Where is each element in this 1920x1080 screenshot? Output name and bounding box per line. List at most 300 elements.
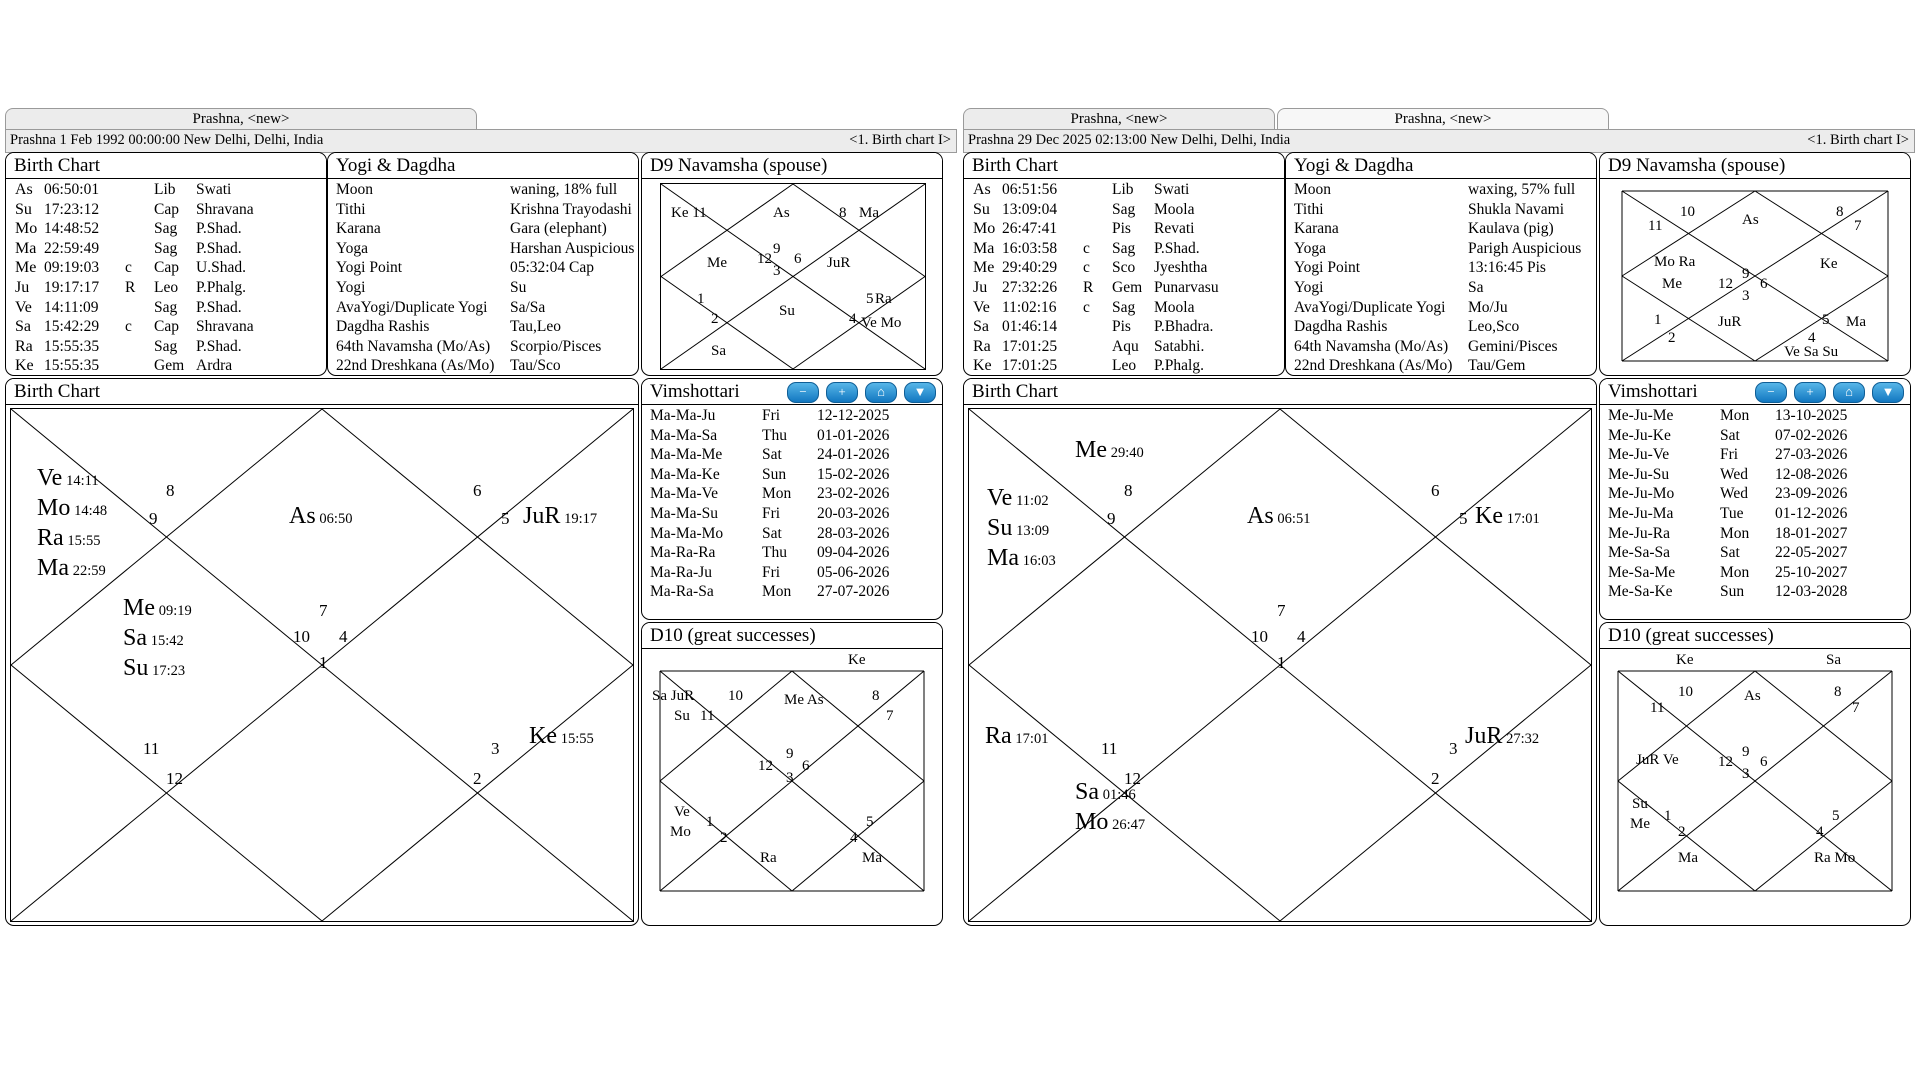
planet-degree: 14:11:09: [44, 298, 99, 316]
d10-title-right: D10 (great successes): [1600, 623, 1910, 649]
d10-house: 12: [1718, 754, 1733, 770]
table-row[interactable]: [642, 407, 942, 427]
planet-degree: 19:17:17: [44, 278, 100, 296]
table-row[interactable]: [964, 220, 1284, 240]
dasha-period: Ma-Ma-Ke: [650, 465, 720, 483]
planet-in-chart: Sa 01:46: [1075, 779, 1136, 805]
d9-house: 7: [1854, 218, 1862, 234]
yogi-label: Yogi: [336, 278, 366, 296]
down-button[interactable]: ▼: [904, 382, 936, 403]
planet-name: Sa: [15, 318, 31, 336]
d9-house: 4: [849, 311, 857, 327]
d10-house: 9: [1742, 744, 1750, 760]
house-number: 4: [1297, 627, 1306, 646]
planet-degree: 22:59:49: [44, 239, 100, 257]
table-row[interactable]: [1600, 525, 1910, 545]
list-item: [328, 357, 638, 377]
table-row[interactable]: [6, 357, 326, 377]
dasha-period: Ma-Ma-Ve: [650, 485, 719, 503]
table-row[interactable]: [964, 259, 1284, 279]
table-row[interactable]: [1600, 485, 1910, 505]
yogi-value: Scorpio/Pisces: [510, 337, 602, 355]
planet-retro: R: [125, 278, 136, 296]
planet-name: Ma: [15, 239, 37, 257]
planet-retro: c: [125, 318, 132, 336]
planet-name: Ke: [973, 357, 992, 375]
planet-in-chart: Mo 26:47: [1075, 809, 1146, 835]
d10-house: 8: [1834, 684, 1842, 700]
table-row[interactable]: [6, 338, 326, 358]
yogi-label: Yoga: [1294, 239, 1327, 257]
table-row[interactable]: [6, 299, 326, 319]
dasha-period: Ma-Ma-Su: [650, 504, 719, 522]
dasha-day: Sat: [1720, 426, 1740, 444]
d9-house: 2: [1668, 330, 1676, 346]
d9-house: 8: [1836, 204, 1844, 220]
dasha-period: Ma-Ra-Sa: [650, 583, 714, 601]
zoom-out-button[interactable]: −: [1755, 382, 1787, 403]
d9-label: Ve Sa Su: [1784, 344, 1839, 360]
planet-rows-left: [6, 181, 326, 377]
list-item: [328, 338, 638, 358]
table-row[interactable]: [6, 279, 326, 299]
d10-title-left: D10 (great successes): [642, 623, 942, 649]
house-number: 9: [149, 509, 158, 528]
home-button[interactable]: ⌂: [865, 382, 897, 403]
planet-sign: Lib: [154, 181, 176, 198]
table-row[interactable]: [642, 544, 942, 564]
planet-name: Me: [973, 259, 995, 277]
d10-label: As: [1744, 688, 1761, 704]
yogi-value: Sa: [1468, 278, 1484, 296]
yogi-value: waxing, 57% full: [1468, 181, 1576, 198]
rasi-chart-left[interactable]: [10, 408, 634, 922]
d10-label: Me: [1630, 816, 1650, 832]
planet-sign: Gem: [1112, 278, 1143, 296]
d9-label: Ke: [1820, 256, 1838, 272]
table-row[interactable]: [6, 181, 326, 201]
table-row[interactable]: [642, 564, 942, 584]
d10-panel-left: [641, 622, 943, 926]
yogi-label: Dagdha Rashis: [1294, 318, 1388, 336]
planet-nakshatra: Jyeshtha: [1154, 259, 1208, 277]
planet-nakshatra: Ardra: [196, 357, 233, 375]
dasha-date: 07-02-2026: [1775, 426, 1848, 444]
d9-label: Su: [779, 303, 795, 319]
list-item: [328, 181, 638, 201]
list-item: [1286, 357, 1596, 377]
house-number: 3: [1449, 739, 1458, 758]
planet-name: Ra: [15, 337, 33, 355]
dasha-period: Ma-Ma-Ju: [650, 407, 716, 424]
list-item: [328, 259, 638, 279]
yogi-value: Leo,Sco: [1468, 318, 1520, 336]
table-row[interactable]: [1600, 544, 1910, 564]
d9-house: 5: [1822, 312, 1830, 328]
d10-label: Mo: [670, 824, 691, 840]
birth-chart-table-title-right: Birth Chart: [964, 153, 1284, 179]
planet-nakshatra: P.Phalg.: [196, 278, 246, 296]
planet-in-chart: Mo 14:48: [37, 495, 108, 521]
planet-degree: 06:50:01: [44, 181, 100, 198]
table-row[interactable]: [964, 357, 1284, 377]
table-row[interactable]: [964, 201, 1284, 221]
d10-house: 7: [886, 708, 894, 724]
planet-sign: Lib: [1112, 181, 1134, 198]
dasha-day: Mon: [1720, 407, 1750, 424]
table-row[interactable]: [1600, 583, 1910, 603]
d10-house: 3: [786, 770, 794, 786]
house-number: 4: [339, 627, 348, 646]
planet-nakshatra: P.Phalg.: [1154, 357, 1204, 375]
zoom-in-button[interactable]: +: [1794, 382, 1826, 403]
d10-label: Su: [1632, 796, 1648, 812]
d10-house: 8: [872, 688, 880, 704]
house-number: 11: [1101, 739, 1118, 758]
planet-in-chart: Ke 15:55: [529, 723, 594, 749]
d9-label: Mo Ra: [1654, 254, 1696, 270]
planet-name: Mo: [15, 220, 38, 238]
planet-sign: Cap: [154, 259, 179, 277]
planet-name: Ra: [973, 337, 991, 355]
planet-in-chart: Su 17:23: [123, 655, 186, 681]
d10-label: Ma: [1678, 850, 1698, 866]
yogi-value: Mo/Ju: [1468, 298, 1508, 316]
house-number: 7: [1277, 601, 1286, 620]
planet-in-chart: Ma 16:03: [987, 545, 1056, 571]
dasha-day: Wed: [1720, 485, 1749, 503]
chart-datetime-location-right: Prashna 29 Dec 2025 02:13:00 New Delhi, Delhi, India: [968, 132, 1291, 148]
planet-degree: 11:02:16: [1002, 298, 1057, 316]
dasha-date: 01-12-2026: [1775, 504, 1848, 522]
zoom-out-button[interactable]: −: [787, 382, 819, 403]
planet-in-chart: JuR 27:32: [1465, 723, 1540, 749]
house-number: 11: [143, 739, 160, 758]
table-row[interactable]: [1600, 407, 1910, 427]
planet-degree: 29:40:29: [1002, 259, 1058, 277]
yogi-label: 64th Navamsha (Mo/As): [336, 337, 491, 355]
table-row[interactable]: [964, 181, 1284, 201]
d9-house: 2: [711, 311, 719, 327]
dasha-period: Ma-Ra-Ra: [650, 544, 716, 562]
table-row[interactable]: [964, 240, 1284, 260]
d9-chart-left[interactable]: [660, 183, 926, 370]
table-row[interactable]: [642, 485, 942, 505]
planet-nakshatra: U.Shad.: [196, 259, 246, 277]
dasha-period: Me-Sa-Ke: [1608, 583, 1673, 601]
dasha-date: 01-01-2026: [817, 426, 890, 444]
dasha-date: 12-12-2025: [817, 407, 890, 424]
planet-in-chart: Ke 17:01: [1475, 503, 1540, 529]
planet-nakshatra: P.Shad.: [196, 337, 242, 355]
planet-sign: Sag: [154, 220, 178, 238]
d9-label: As: [1742, 212, 1759, 228]
d10-house: 6: [1760, 754, 1768, 770]
list-item: [1286, 299, 1596, 319]
planet-nakshatra: P.Shad.: [196, 239, 242, 257]
planet-sign: Pis: [1112, 318, 1131, 336]
tab-prashna-left-1[interactable]: [5, 108, 477, 131]
planet-nakshatra: Satabhi.: [1154, 337, 1205, 355]
d10-label: Su: [674, 708, 690, 724]
planet-nakshatra: Moola: [1154, 298, 1195, 316]
planet-nakshatra: Punarvasu: [1154, 278, 1219, 296]
yogi-value: Kaulava (pig): [1468, 220, 1554, 238]
table-row[interactable]: [642, 466, 942, 486]
dasha-date: 15-02-2026: [817, 465, 890, 483]
planet-retro: c: [125, 259, 132, 277]
table-row[interactable]: [964, 338, 1284, 358]
planet-in-chart: Ra 17:01: [985, 723, 1049, 749]
d10-house: 4: [1816, 824, 1824, 840]
tab-prashna-right-1[interactable]: [963, 108, 1275, 131]
list-item: [328, 220, 638, 240]
d9-label: Ma: [859, 205, 879, 221]
house-number: 2: [473, 769, 482, 788]
yogi-value: Tau/Sco: [510, 357, 561, 375]
planet-nakshatra: P.Bhadra.: [1154, 318, 1214, 336]
yogi-value: Parigh Auspicious: [1468, 239, 1582, 257]
d9-label: Ra: [875, 291, 892, 307]
planet-retro: c: [1083, 239, 1090, 257]
dasha-date: 27-03-2026: [1775, 446, 1848, 464]
yogi-value: Su: [510, 278, 527, 296]
planet-degree: 15:42:29: [44, 318, 100, 336]
dasha-date: 12-03-2028: [1775, 583, 1848, 601]
d10-label: Sa JuR: [652, 688, 695, 704]
vimshottari-buttons-right: [1752, 382, 1904, 401]
planet-degree: 17:23:12: [44, 200, 100, 218]
table-row[interactable]: [1600, 466, 1910, 486]
planet-name: Ve: [973, 298, 990, 316]
yogi-rows-right: [1286, 181, 1596, 397]
table-row[interactable]: [6, 318, 326, 338]
planet-sign: Sco: [1112, 259, 1136, 277]
house-number: 12: [166, 769, 183, 788]
vimshottari-buttons-left: [784, 382, 936, 401]
list-item: [1286, 279, 1596, 299]
dasha-day: Sat: [762, 446, 782, 464]
d10-chart-right[interactable]: [1608, 653, 1902, 911]
dasha-day: Mon: [1720, 563, 1750, 581]
d9-label: Me: [707, 255, 727, 271]
planet-degree: 01:46:14: [1002, 318, 1058, 336]
d9-label: Ke 11: [671, 205, 707, 221]
yogi-label: Moon: [1294, 181, 1332, 198]
yogi-label: AvaYogi/Duplicate Yogi: [1294, 298, 1446, 316]
tab-prashna-right-2[interactable]: [1277, 108, 1609, 131]
planet-sign: Leo: [1112, 357, 1137, 375]
yogi-value: 13:16:45 Pis: [1468, 259, 1546, 277]
tab-label: Prashna, <new>: [1070, 111, 1168, 127]
table-row[interactable]: [6, 220, 326, 240]
dasha-day: Fri: [762, 504, 781, 522]
planet-nakshatra: Revati: [1154, 220, 1195, 238]
d9-house: 8: [839, 205, 847, 221]
yogi-label: Yogi Point: [336, 259, 403, 277]
table-row[interactable]: [964, 279, 1284, 299]
table-row[interactable]: [6, 240, 326, 260]
house-number: 6: [473, 481, 482, 500]
planet-retro: R: [1083, 278, 1094, 296]
d10-panel-right: [1599, 622, 1911, 926]
table-row[interactable]: [1600, 446, 1910, 466]
dasha-rows-left: [642, 407, 942, 603]
zoom-in-button[interactable]: +: [826, 382, 858, 403]
planet-degree: 09:19:03: [44, 259, 100, 277]
planet-name: Ke: [15, 357, 34, 375]
list-item: [328, 279, 638, 299]
d9-label: Ve Mo: [861, 315, 902, 331]
table-row[interactable]: [964, 318, 1284, 338]
planet-degree: 06:51:56: [1002, 181, 1058, 198]
dasha-date: 28-03-2026: [817, 524, 890, 542]
dasha-date: 23-02-2026: [817, 485, 890, 503]
chart-datetime-location-left: Prashna 1 Feb 1992 00:00:00 New Delhi, Delhi, India: [10, 132, 324, 148]
yogi-value: Tau/Gem: [1468, 357, 1526, 375]
d10-label: Ma: [862, 850, 882, 866]
table-row[interactable]: [642, 427, 942, 447]
d9-navamsha-panel-right: [1599, 152, 1911, 376]
home-button[interactable]: ⌂: [1833, 382, 1865, 403]
planet-sign: Sag: [154, 298, 178, 316]
yogi-label: Tithi: [1294, 200, 1324, 218]
table-row[interactable]: [642, 505, 942, 525]
planet-retro: c: [1083, 298, 1090, 316]
dasha-date: 05-06-2026: [817, 563, 890, 581]
dasha-date: 13-10-2025: [1775, 407, 1848, 424]
d9-house: 1: [697, 291, 705, 307]
d10-house: 12: [758, 758, 773, 774]
dasha-date: 20-03-2026: [817, 504, 890, 522]
down-button[interactable]: ▼: [1872, 382, 1904, 403]
dasha-date: 22-05-2027: [1775, 544, 1848, 562]
d9-house: 1: [1654, 312, 1662, 328]
list-item: [1286, 201, 1596, 221]
d9-house: 11: [1648, 218, 1663, 234]
rasi-chart-right[interactable]: [968, 408, 1592, 922]
yogi-label: 22nd Dreshkana (As/Mo): [336, 357, 495, 375]
yogi-value: Shukla Navami: [1468, 200, 1564, 218]
planet-name: Sa: [973, 318, 989, 336]
planet-name: As: [973, 181, 991, 198]
planet-in-chart: Me 09:19: [123, 595, 192, 621]
birth-chart-table-left: [5, 152, 327, 376]
planet-degree: 16:03:58: [1002, 239, 1058, 257]
table-row[interactable]: [1600, 505, 1910, 525]
dasha-day: Mon: [762, 485, 792, 503]
planet-sign: Aqu: [1112, 337, 1139, 355]
table-row[interactable]: [1600, 427, 1910, 447]
planet-in-chart: Sa 15:42: [123, 625, 184, 651]
d10-label: JuR Ve: [1636, 752, 1679, 768]
table-row[interactable]: [642, 446, 942, 466]
d9-house: 12: [757, 251, 772, 267]
planet-degree: 15:55:35: [44, 337, 100, 355]
list-item: [1286, 220, 1596, 240]
planet-name: Ve: [15, 298, 32, 316]
planet-nakshatra: Swati: [1154, 181, 1190, 198]
planet-nakshatra: Moola: [1154, 200, 1195, 218]
planet-name: Mo: [973, 220, 996, 238]
yogi-value: Sa/Sa: [510, 298, 546, 316]
d10-chart-left[interactable]: [650, 653, 934, 911]
d9-title-right: D9 Navamsha (spouse): [1600, 153, 1910, 179]
list-item: [328, 240, 638, 260]
planet-in-chart: Ra 15:55: [37, 525, 101, 551]
d9-house: 10: [1680, 204, 1695, 220]
yogi-value: waning, 18% full: [510, 181, 618, 198]
dasha-date: 12-08-2026: [1775, 465, 1848, 483]
planet-name: Me: [15, 259, 37, 277]
d9-label: As: [773, 205, 790, 221]
house-number: 10: [293, 627, 310, 646]
planet-retro: c: [1083, 259, 1090, 277]
yogi-dagdha-title-right: Yogi & Dagdha: [1286, 153, 1596, 179]
planet-in-chart: Su 13:09: [987, 515, 1050, 541]
dasha-day: Thu: [762, 426, 787, 444]
dasha-day: Sat: [1720, 544, 1740, 562]
titlebar-left: [5, 129, 957, 153]
list-item: [1286, 240, 1596, 260]
dasha-date: 09-04-2026: [817, 544, 890, 562]
d9-label: JuR: [827, 255, 851, 271]
planet-nakshatra: Shravana: [196, 318, 254, 336]
house-number: 1: [319, 653, 328, 672]
d10-label: Ke: [1676, 652, 1694, 668]
d10-house: 2: [1678, 824, 1686, 840]
planet-name: Ma: [973, 239, 995, 257]
dasha-period: Me-Ju-Su: [1608, 465, 1670, 483]
dasha-period: Me-Ju-Me: [1608, 407, 1674, 424]
table-row[interactable]: [6, 259, 326, 279]
tab-label: Prashna, <new>: [192, 111, 290, 127]
planet-degree: 15:55:35: [44, 357, 100, 375]
planet-nakshatra: P.Shad.: [196, 298, 242, 316]
table-row[interactable]: [642, 583, 942, 603]
d10-house: 1: [706, 814, 714, 830]
dasha-day: Thu: [762, 544, 787, 562]
planet-sign: Sag: [154, 239, 178, 257]
d10-house: 11: [1650, 700, 1665, 716]
table-row[interactable]: [964, 299, 1284, 319]
house-number: 5: [501, 509, 510, 528]
dasha-day: Tue: [1720, 504, 1744, 522]
dasha-day: Sat: [762, 524, 782, 542]
d9-chart-right[interactable]: [1614, 183, 1896, 368]
planet-name: Su: [973, 200, 990, 218]
table-row[interactable]: [642, 525, 942, 545]
ascendant-in-chart: As 06:50: [289, 503, 353, 529]
list-item: [1286, 338, 1596, 358]
planet-sign: Sag: [1112, 239, 1136, 257]
house-number: 1: [1277, 653, 1286, 672]
d10-house: 5: [866, 814, 874, 830]
dasha-period: Me-Ju-Ve: [1608, 446, 1670, 464]
d9-title-left: D9 Navamsha (spouse): [642, 153, 942, 179]
yogi-label: Yoga: [336, 239, 369, 257]
main-birth-chart-panel-left: [5, 378, 639, 926]
dasha-day: Sun: [1720, 583, 1745, 601]
table-row[interactable]: [1600, 564, 1910, 584]
list-item: [1286, 181, 1596, 201]
dasha-period: Me-Ju-Ra: [1608, 524, 1670, 542]
planet-degree: 17:01:25: [1002, 337, 1058, 355]
d9-house: 9: [1742, 266, 1750, 282]
planet-in-chart: Ve 11:02: [987, 485, 1049, 511]
dasha-date: 24-01-2026: [817, 446, 890, 464]
table-row[interactable]: [6, 201, 326, 221]
